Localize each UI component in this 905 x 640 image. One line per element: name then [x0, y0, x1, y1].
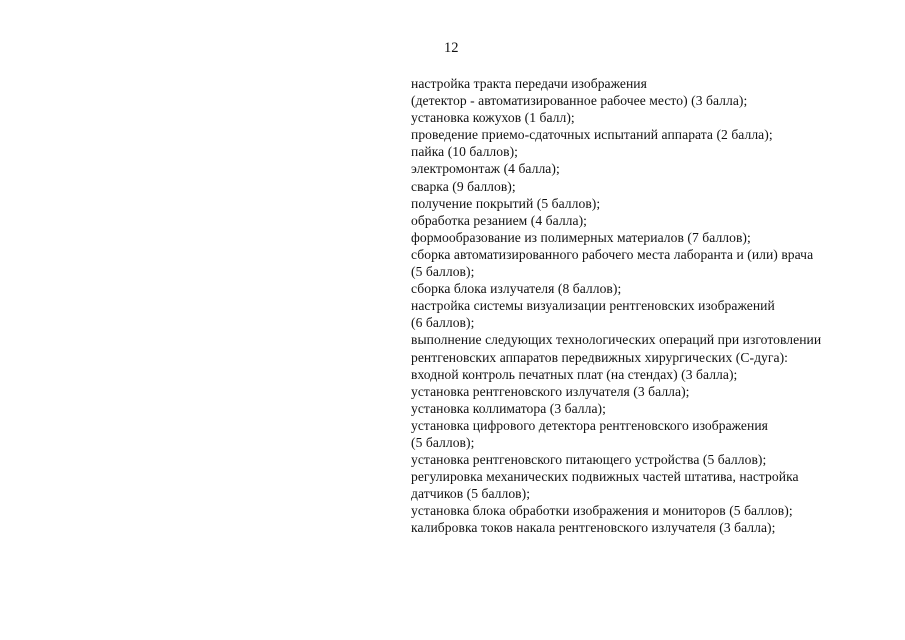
text-line: датчиков (5 баллов); [411, 486, 531, 502]
text-line: установка коллиматора (3 балла); [411, 400, 606, 416]
text-line: электромонтаж (4 балла); [411, 161, 560, 177]
text-line: (5 баллов); [411, 434, 475, 450]
text-line: (5 баллов); [411, 264, 475, 280]
text-line: настройка системы визуализации рентгеновских изображений [411, 298, 775, 314]
text-line: получение покрытий (5 баллов); [411, 195, 601, 211]
text-line: формообразование из полимерных материалов (7 баллов); [411, 229, 751, 245]
text-line: установка рентгеновского питающего устройства (5 баллов); [411, 452, 767, 468]
text-line: сборка блока излучателя (8 баллов); [411, 281, 622, 297]
text-line: проведение приемо-сдаточных испытаний аппарата (2 балла); [411, 127, 773, 143]
text-line: сборка автоматизированного рабочего места лаборанта и (или) врача [411, 246, 814, 262]
text-line: (6 баллов); [411, 315, 475, 331]
text-line: установка цифрового детектора рентгеновского изображения [411, 417, 768, 433]
text-line: калибровка токов накала рентгеновского излучателя (3 балла); [411, 520, 776, 536]
text-line: обработка резанием (4 балла); [411, 212, 587, 228]
text-line: настройка тракта передачи изображения [411, 76, 647, 91]
text-line: установка кожухов (1 балл); [411, 110, 575, 126]
text-line: установка рентгеновского излучателя (3 балла); [411, 383, 690, 399]
text-line: регулировка механических подвижных частей штатива, настройка [411, 469, 799, 485]
page-number: 12 [444, 40, 459, 56]
document-text-block [411, 75, 891, 537]
text-line: выполнение следующих технологических операций при изготовлении [411, 332, 822, 348]
text-line: рентгеновских аппаратов передвижных хирургических (С-дуга): [411, 349, 788, 365]
text-line: входной контроль печатных плат (на стендах) (3 балла); [411, 366, 738, 382]
text-line: сварка (9 баллов); [411, 178, 516, 194]
text-line: установка блока обработки изображения и мониторов (5 баллов); [411, 503, 793, 519]
text-line: (детектор - автоматизированное рабочее место) (3 балла); [411, 93, 748, 109]
text-line: пайка (10 баллов); [411, 144, 518, 160]
